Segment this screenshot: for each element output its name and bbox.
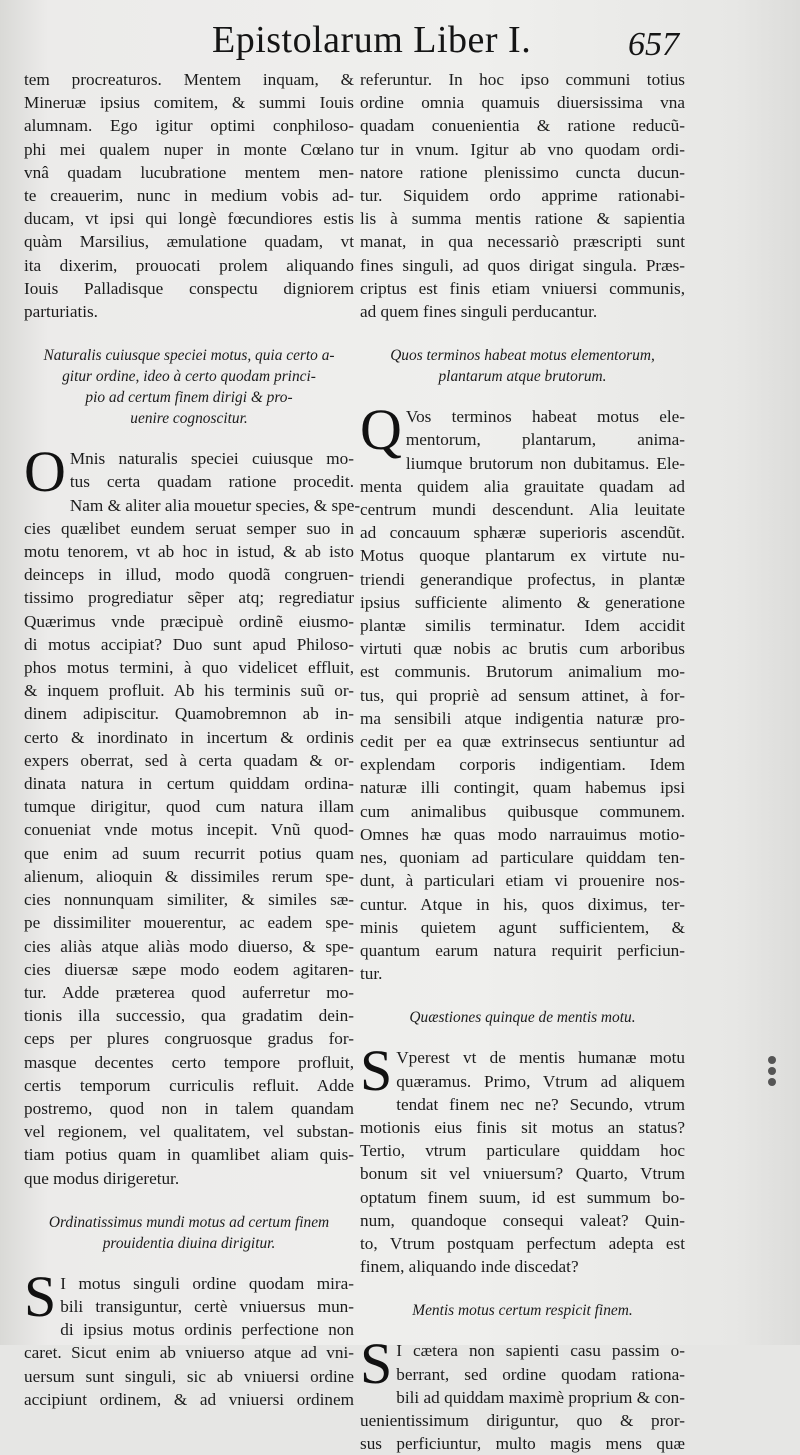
ink-dot: [768, 1056, 776, 1064]
heading-line: uenire cognoscitur.: [130, 410, 248, 428]
text-line: di ipsius motus ordinis perfectione non: [60, 1320, 354, 1340]
text-line: certis temporum curriculis refluit. Adde: [24, 1075, 354, 1095]
text-line: accipiunt ordinem, & ad vniuersi ordinem: [24, 1389, 354, 1409]
text-line: tumque dirigitur, quod cum natura illam: [24, 797, 354, 817]
text-line: Vperest vt de mentis humanæ motu: [396, 1048, 685, 1068]
heading-line: Quæstiones quinque de mentis motu.: [409, 1009, 636, 1027]
text-line: conueniat vnde motus incepit. Vnũ quod-: [24, 820, 354, 840]
heading-line: Ordinatissimus mundi motus ad certum finem: [48, 1213, 330, 1231]
text-line: plantæ similis terminatur. Idem accidit: [360, 616, 685, 636]
text-line: to, Vtrum postquam perfectum adepta est: [360, 1233, 685, 1253]
section-heading: [364, 345, 681, 387]
right-intro-paragraph: [360, 68, 685, 323]
text-line: motionis eius finis sit motus an status?: [360, 1117, 685, 1137]
text-line: vel regionem, vel qualitatem, vel substan-: [24, 1122, 354, 1142]
section-heading: [28, 345, 350, 429]
text-line: fines singuli, ad quos dirigat singula. Præs-: [360, 255, 685, 275]
text-line: uersum sunt singuli, sic ab vniuersi ordine: [24, 1366, 354, 1386]
text-line: alumnam. Ego igitur optimi conphiloso-: [24, 116, 354, 136]
text-line: liumque brutorum non dubitamus. Ele-: [405, 453, 685, 473]
text-line: optatum finem suum, id est summum bo-: [360, 1187, 685, 1207]
text-line: referuntur. In hoc ipso communi totius: [360, 70, 685, 89]
text-line: tissimo progrediatur sẽper atq; regrediatur: [24, 588, 354, 608]
text-line: manat, in qua necessariò præscripti sunt: [360, 232, 685, 252]
text-line: dinem adipiscitur. Quamobremnon ab in-: [24, 704, 354, 724]
right-paragraph-2: [360, 1038, 685, 1278]
text-line: berrant, sed ordine quodam rationa-: [396, 1364, 685, 1384]
text-line: cies diuersæ sæpe modo eodem agitaren-: [24, 959, 354, 979]
text-line: Nam & aliter alia mouetur species, & spe-: [69, 495, 361, 515]
text-line: quadam conuenientia & ratione reducũ-: [360, 116, 685, 136]
section-heading: [28, 1212, 350, 1254]
text-line: dunt, à particulari etiam vi prouenire nos-: [360, 871, 685, 891]
text-line: quàm Marsilius, æmulatione quadam, vt: [24, 232, 354, 252]
text-line: I motus singuli ordine quodam mira-: [60, 1273, 354, 1293]
text-line: bonum sit vel vniuersum? Quarto, Vtrum: [360, 1164, 685, 1184]
text-line: bili ad quiddam maximè proprium & con-: [396, 1387, 685, 1407]
text-line: tendat finem nec ne? Secundo, vtrum: [396, 1094, 685, 1114]
left-paragraph-1: [24, 439, 361, 1190]
text-line: nes, quoniam ad particulare quiddam ten-: [360, 848, 685, 868]
text-line: tus, qui propriè ad sensum attinet, à for-: [360, 685, 685, 705]
left-intro-paragraph: [24, 68, 354, 323]
left-column: [24, 68, 361, 1411]
drop-cap: S: [360, 1038, 393, 1104]
text-line: centrum mundi descendunt. Alia leuitate: [360, 500, 685, 520]
text-line: caret. Sicut enim ab vniuerso atque ad vni-: [24, 1343, 354, 1363]
text-line: ordine omnia quamuis diuersissima vna: [360, 93, 685, 113]
text-line: minis quietem agunt sufficientem, &: [360, 917, 685, 937]
left-paragraph-2: [24, 1263, 354, 1411]
text-line: ducam, vt ipsi qui longè fœcundiores estis: [24, 209, 354, 229]
text-line: masque decentes certo tempore profluit,: [24, 1052, 354, 1072]
text-line: ad quem fines singuli perducantur.: [360, 302, 598, 322]
text-line: uenientissimum diriguntur, quo & pror-: [360, 1410, 685, 1430]
text-line: est communis. Brutorum animalium mo-: [360, 662, 685, 682]
heading-line: Quos terminos habeat motus elementorum,: [390, 347, 655, 365]
text-line: expers oberrat, sed à certa quadam & or-: [24, 750, 354, 770]
text-line: tus certa quadam ratione procedit.: [69, 472, 354, 492]
heading-line: prouidentia diuina dirigitur.: [102, 1234, 276, 1252]
text-line: tur. Siquidem ordo apprime rationabi-: [360, 186, 685, 206]
running-title: Epistolarum Liber I.: [212, 19, 532, 61]
text-line: Vos terminos habeat motus ele-: [405, 407, 685, 427]
drop-cap: S: [24, 1263, 57, 1329]
drop-cap: Q: [360, 397, 402, 463]
text-line: motu tenorem, vt ab hoc in istud, & ab isto: [24, 542, 354, 562]
text-line: cum animalibus quibusque communem.: [360, 801, 685, 821]
text-line: & inquem profluit. Ab his terminis suũ or-: [24, 681, 354, 701]
text-line: parturiatis.: [24, 302, 98, 322]
text-line: natore ratione plenissimo cuncta ducun-: [360, 162, 685, 182]
text-line: triendi generandique profectus, in plantæ: [360, 569, 685, 589]
text-line: ma sensibili atque indigentia naturæ pro-: [360, 708, 685, 728]
text-line: tionis illa successio, qua gradatim dein-: [24, 1006, 354, 1026]
margin-ink-marks: [768, 1056, 776, 1089]
text-line: virtuti quæ nobis ac brutis cum arboribus: [360, 639, 685, 659]
section-heading: [364, 1007, 681, 1028]
text-line: deinceps in illud, modo quodã congruen-: [24, 565, 354, 585]
text-line: finem, aliquando inde discedat?: [360, 1257, 579, 1277]
drop-cap: S: [360, 1331, 393, 1397]
text-line: cies aliàs atque aliàs modo diuerso, & spe-: [24, 936, 354, 956]
text-line: num, quandoque consequi valeat? Quin-: [360, 1210, 685, 1230]
text-line: bili transiguntur, certè vniuersus mun-: [60, 1296, 354, 1316]
text-line: cies quælibet eundem seruat semper suo in: [24, 518, 354, 538]
ink-dot: [768, 1067, 776, 1075]
text-line: ita dixerim, prouocati prolem aliquando: [24, 255, 354, 275]
right-paragraph-1: [360, 397, 685, 985]
text-line: dinata natura in certum quiddam ordina-: [24, 774, 354, 794]
heading-line: Naturalis cuiusque speciei motus, quia certo a-: [43, 347, 335, 365]
text-line: pe dissimiliter mouerentur, ac eadem spe-: [24, 913, 354, 933]
drop-cap: O: [24, 439, 66, 505]
text-line: Quærimus vnde præcipuè ordinẽ eiusmo-: [24, 611, 354, 631]
text-line: quantum earum natura requirit perficiun-: [360, 940, 685, 960]
page-number: 657: [628, 26, 679, 63]
text-line: ipsius sufficiente alimento & generatione: [360, 592, 685, 612]
text-line: tem procreaturos. Mentem inquam, &: [24, 70, 354, 89]
text-line: di motus accipiat? Duo sunt apud Philoso-: [24, 634, 354, 654]
text-line: I cætera non sapienti casu passim o-: [396, 1341, 685, 1361]
text-line: naturæ illi contingit, quam habemus ipsi: [360, 778, 685, 798]
text-line: Omnes hæ quas modo narrauimus motio-: [360, 824, 685, 844]
section-heading: [364, 1300, 681, 1321]
text-line: quæramus. Primo, Vtrum ad aliquem: [396, 1071, 685, 1091]
text-line: alienum, alioquin & dissimiles rerum spe-: [24, 866, 354, 886]
heading-line: gitur ordine, ideo à certo quodam princi-: [62, 368, 316, 386]
text-line: postremo, quod non in talem quandam: [24, 1098, 354, 1118]
text-line: cuntur. Atque in his, quos diximus, ter-: [360, 894, 685, 914]
text-line: Mineruæ ipsius comitem, & summi Iouis: [24, 93, 354, 113]
text-line: tur.: [360, 964, 383, 984]
text-line: que enim ad suum recurrit potius quam: [24, 843, 354, 863]
right-paragraph-3: [360, 1331, 685, 1455]
running-header: [0, 14, 800, 66]
text-line: phos motus termini, à quo videlicet effluit,: [24, 658, 354, 678]
text-line: vnâ quadam lucubratione mentem men-: [24, 162, 354, 182]
text-line: mentorum, plantarum, anima-: [405, 430, 685, 450]
text-line: ad concauum sphæræ superioris ascendũt.: [360, 523, 685, 543]
heading-line: pio ad certum finem dirigi & pro-: [85, 389, 293, 407]
text-line: menta quidem alia grauitate quadam ad: [360, 476, 685, 496]
text-line: tur. Adde præterea quod auferretur mo-: [24, 982, 354, 1002]
text-line: certo & inordinato in incertum & ordinis: [24, 727, 354, 747]
text-line: lis à summa mentis ratione & sapientia: [360, 209, 685, 229]
text-line: cies nonnunquam similiter, & similes sæ-: [24, 890, 354, 910]
text-line: Tertio, vtrum particulare quiddam hoc: [360, 1141, 685, 1161]
text-line: Motus quoque plantarum ex virtute nu-: [360, 546, 685, 566]
ink-dot: [768, 1078, 776, 1086]
text-line: ceps per plures congruosque gradus for-: [24, 1029, 354, 1049]
text-line: te creauerim, nunc in medium vobis ad-: [24, 186, 354, 206]
text-line: tur in vnum. Igitur ab vno quodam ordi-: [360, 139, 685, 159]
text-line: phi mei qualem nuper in monte Cœlano: [24, 139, 354, 159]
text-line: tiam potius quam in quamlibet aliam quis-: [24, 1145, 354, 1165]
text-line: cedit per ea quæ extrinsecus sentiuntur ad: [360, 732, 685, 752]
text-line: Iouis Palladisque conspectu digniorem: [24, 278, 354, 298]
text-line: sus perficiuntur, multo magis mens quæ: [360, 1434, 685, 1454]
right-column: [360, 68, 685, 1455]
heading-line: plantarum atque brutorum.: [438, 368, 607, 386]
text-line: explendam corporis indigentiam. Idem: [360, 755, 685, 775]
text-line: Mnis naturalis speciei cuiusque mo-: [69, 449, 354, 469]
text-line: criptus est finis etiam vniuersi communis,: [360, 278, 685, 298]
heading-line: Mentis motus certum respicit finem.: [412, 1302, 633, 1320]
text-line: que modus dirigeretur.: [24, 1168, 180, 1188]
